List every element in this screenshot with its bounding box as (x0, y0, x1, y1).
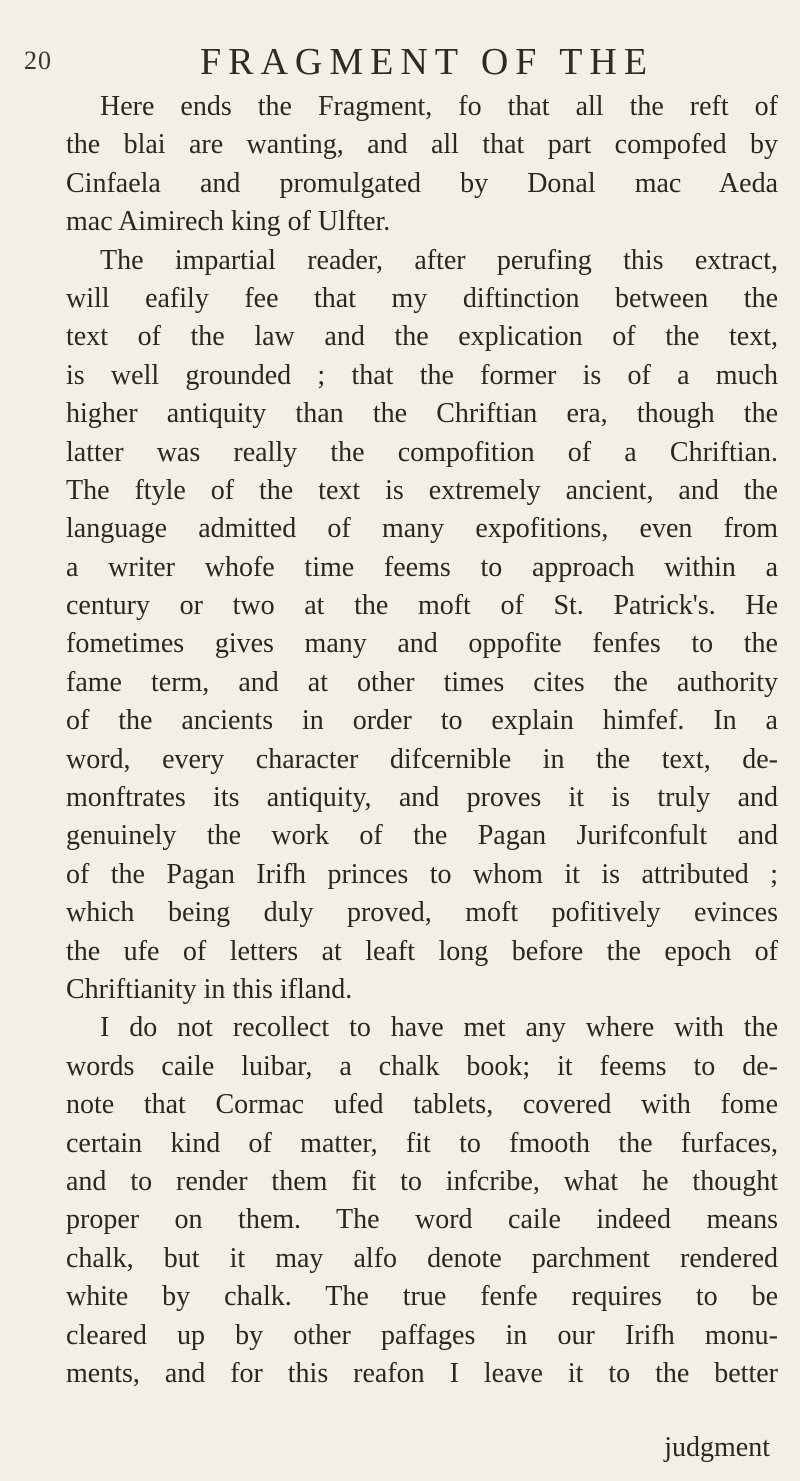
catchword: judgment (664, 1432, 770, 1463)
text-line: is well grounded ; that the former is of a much (66, 359, 778, 391)
page-number: 20 (24, 46, 52, 75)
text-line: a writer whofe time feems to approach within a (66, 551, 778, 583)
text-line: century or two at the moft of St. Patrick's. He (66, 590, 778, 622)
text-line: I do not recollect to have met any where with the (100, 1012, 778, 1044)
text-line: and to render them fit to infcribe, what he thought (66, 1165, 778, 1197)
text-line: words caile luibar, a chalk book; it feems to de- (66, 1050, 778, 1082)
text-line: which being duly proved, moft pofitively evinces (66, 897, 778, 929)
text-line: will eafily fee that my diftinction between the (66, 282, 778, 314)
text-line: certain kind of matter, fit to fmooth the furfaces, (66, 1127, 778, 1159)
text-line: ments, and for this reafon I leave it to the better (66, 1357, 778, 1389)
text-line: Cinfaela and promulgated by Donal mac Aeda (66, 167, 778, 199)
running-head: FRAGMENT OF THE (200, 41, 655, 83)
text-line: the ufe of letters at leaft long before the epoch of (66, 935, 778, 967)
text-line: of the ancients in order to explain himfef. In a (66, 705, 778, 737)
text-line: Chriftianity in this ifland. (66, 973, 353, 1005)
body-text (66, 88, 778, 1393)
text-line: cleared up by other paffages in our Irifh monu- (66, 1319, 778, 1351)
text-line: genuinely the work of the Pagan Jurifconfult and (66, 820, 778, 852)
text-line: of the Pagan Irifh princes to whom it is attributed ; (66, 858, 778, 890)
text-line: The impartial reader, after perufing this extract, (100, 244, 778, 276)
text-line: Here ends the Fragment, fo that all the reft of (100, 91, 778, 122)
text-line: word, every character difcernible in the text, de- (66, 743, 778, 775)
text-line: The ftyle of the text is extremely ancient, and the (66, 474, 778, 506)
text-line: fame term, and at other times cites the authority (66, 666, 778, 698)
text-line: the blai are wanting, and all that part compofed by (66, 129, 778, 161)
text-line: note that Cormac ufed tablets, covered with fome (66, 1089, 778, 1121)
text-line: text of the law and the explication of the text, (66, 321, 778, 353)
text-line: latter was really the compofition of a Chriftian. (66, 436, 778, 468)
text-line: language admitted of many expofitions, even from (66, 513, 778, 545)
text-line: monftrates its antiquity, and proves it is truly and (66, 782, 778, 814)
text-line: higher antiquity than the Chriftian era, though the (66, 398, 778, 430)
text-line: chalk, but it may alfo denote parchment rendered (66, 1242, 778, 1274)
text-line: mac Aimirech king of Ulfter. (66, 206, 391, 238)
text-line: white by chalk. The true fenfe requires to be (66, 1281, 778, 1313)
text-line: proper on them. The word caile indeed means (66, 1204, 778, 1236)
text-line: fometimes gives many and oppofite fenfes to the (66, 628, 778, 660)
